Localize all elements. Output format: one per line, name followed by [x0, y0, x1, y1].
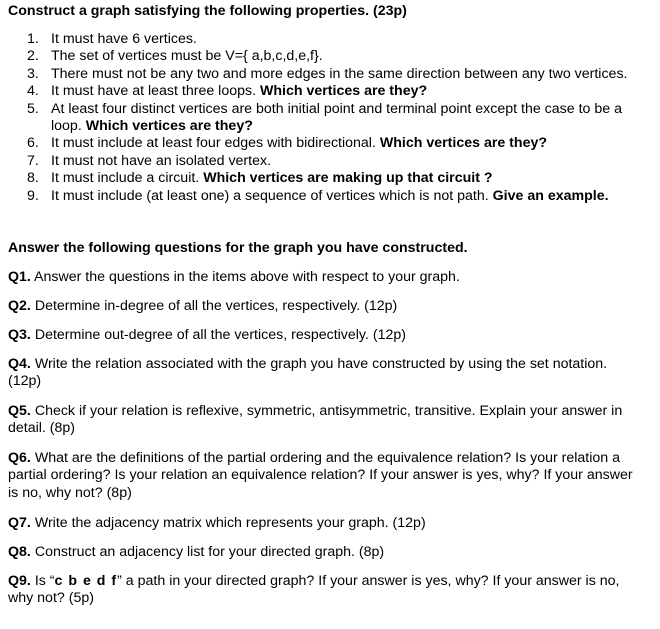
question-text: Check if your relation is reflexive, symmetric, antisymmetric, transitive. Explain your answer in detail. (8p)	[8, 403, 623, 437]
answer-heading: Answer the following questions for the graph you have constructed.	[8, 240, 468, 256]
question-q2	[8, 298, 638, 315]
item-text: It must include at least four edges with bidirectional.	[51, 135, 380, 152]
question-text: Answer the questions in the items above with respect to your graph.	[30, 269, 460, 285]
question-q6	[8, 450, 638, 502]
question-text-post: ” a path in your directed graph? If your answer is yes, why? If your answer is no, why not? (5p)	[8, 573, 620, 607]
question-label: Q5.	[8, 403, 31, 419]
list-item	[0, 101, 640, 136]
item-number: 3.	[27, 65, 39, 82]
item-bold-question: Which vertices are they?	[85, 118, 253, 135]
question-q8	[8, 544, 638, 561]
item-text: The set of vertices must be V={ a,b,c,d,e,f}.	[51, 48, 323, 65]
question-label: Q1.	[8, 269, 31, 285]
question-label: Q6.	[8, 450, 31, 466]
question-label: Q2.	[8, 298, 31, 314]
question-text: Determine in-degree of all the vertices, respectively. (12p)	[30, 298, 398, 314]
question-text: Write the relation associated with the graph you have constructed by using the set notation. (12p)	[8, 356, 608, 390]
item-number: 4.	[27, 83, 39, 100]
question-label: Q4.	[8, 356, 31, 372]
item-text: There must not be any two and more edges in the same direction between any two vertices.	[51, 65, 628, 82]
question-label: Q8.	[8, 544, 31, 560]
item-bold-question: Give an example.	[492, 187, 609, 204]
list-item	[0, 66, 640, 83]
question-q3	[8, 327, 638, 344]
item-text: It must have at least three loops.	[51, 83, 260, 100]
item-number: 8.	[27, 170, 39, 187]
list-item	[0, 31, 640, 48]
list-item	[0, 83, 640, 100]
item-bold-question: Which vertices are they?	[259, 83, 428, 100]
item-text: It must include a circuit.	[51, 170, 204, 187]
item-number: 6.	[27, 135, 39, 152]
question-text: Determine out-degree of all the vertices, respectively. (12p)	[30, 327, 406, 343]
list-item	[0, 188, 640, 205]
item-text: It must include (at least one) a sequence of vertices which is not path.	[51, 187, 493, 204]
path-sequence: c b e d f	[54, 573, 118, 589]
question-text: What are the definitions of the partial ordering and the equivalence relation? Is your relation a partial ordering? Is your relation an equivalence relation? If your answer is yes, why? If your answer is no, why not? (8p)	[8, 450, 633, 501]
list-item	[0, 48, 640, 65]
item-text: At least four distinct vertices are both initial point and terminal point except the case to be a loop.	[51, 100, 622, 135]
question-text: Write the adjacency matrix which represents your graph. (12p)	[30, 515, 426, 531]
item-text: It must have 6 vertices.	[51, 31, 197, 47]
question-label: Q3.	[8, 327, 31, 343]
item-bold-question: Which vertices are making up that circuit ?	[203, 170, 493, 187]
question-label: Q7.	[8, 515, 31, 531]
properties-list	[0, 31, 640, 205]
item-text: It must not have an isolated vertex.	[51, 152, 272, 169]
list-item	[0, 170, 640, 187]
question-label: Q9.	[8, 573, 31, 589]
question-q5	[8, 403, 638, 438]
question-q4	[8, 356, 638, 391]
question-q9	[8, 573, 638, 608]
item-number: 2.	[27, 48, 39, 65]
item-number: 7.	[27, 152, 39, 169]
question-text-pre: Is “	[30, 573, 55, 589]
item-bold-question: Which vertices are they?	[379, 135, 548, 152]
item-number: 9.	[27, 187, 39, 204]
list-item	[0, 135, 640, 152]
item-number: 1.	[27, 31, 39, 47]
section-title: Construct a graph satisfying the following properties. (23p)	[8, 3, 407, 19]
question-q1	[8, 269, 638, 286]
list-item	[0, 153, 640, 170]
question-text: Construct an adjacency list for your directed graph. (8p)	[30, 544, 385, 560]
question-q7	[8, 515, 638, 532]
item-number: 5.	[27, 100, 39, 117]
